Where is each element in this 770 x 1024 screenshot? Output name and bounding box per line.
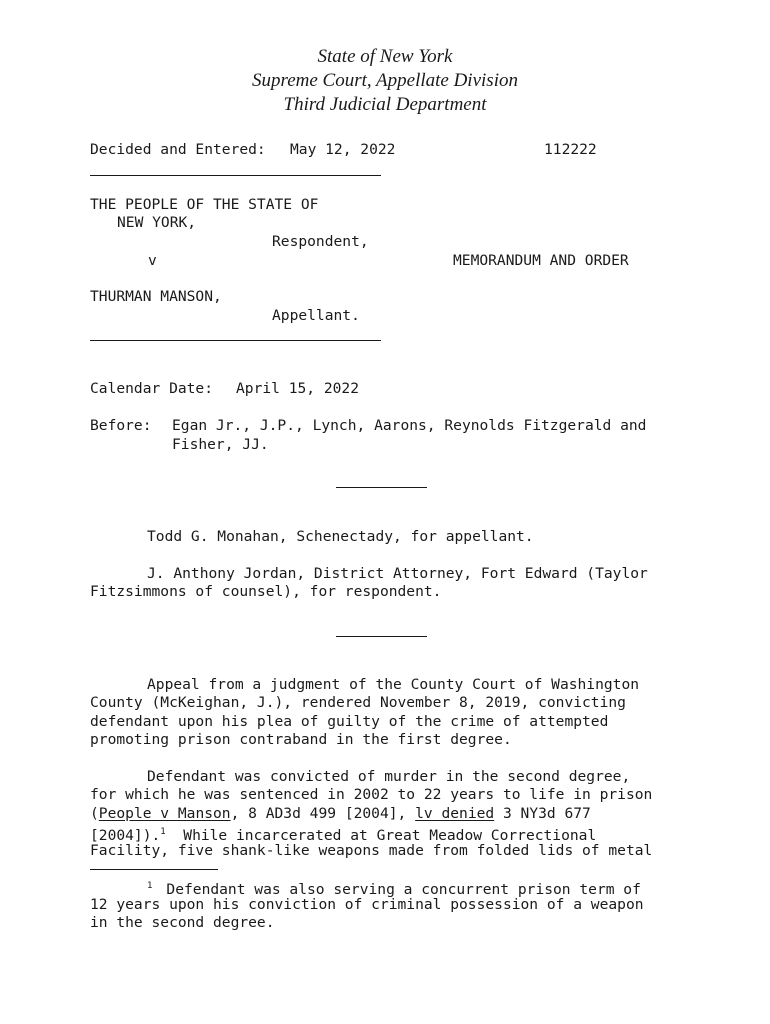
paragraph1-line4: promoting prison contraband in the first degree. [90,731,512,748]
citation-open-paren: ( [90,805,99,822]
citation-year: [2004]). [90,827,161,844]
counsel-respondent-line1: J. Anthony Jordan, District Attorney, Fort Edward (Taylor [147,565,648,582]
paragraph1-line1: Appeal from a judgment of the County Court of Washington [147,676,640,693]
case-name-link: People v Manson [98,805,231,822]
caption-bottom-rule [90,340,381,341]
paragraph1-line3: defendant upon his plea of guilty of the crime of attempted [90,713,609,730]
docket-number: 112222 [544,141,597,158]
caption-versus: v [148,252,157,269]
caption-role-appellant: Appellant. [272,307,360,324]
decided-label: Decided and Entered: [90,141,266,158]
before-justices-line1: Egan Jr., J.P., Lynch, Aarons, Reynolds Fitzgerald and [172,417,647,434]
court-state-heading: State of New York [317,46,453,67]
leave-denied-signal: lv denied [415,805,495,822]
footnote-separator [90,869,218,870]
footnote-number: 1 [147,881,153,891]
before-justices-line2: Fisher, JJ. [172,436,269,453]
paragraph1-line2: County (McKeighan, J.), rendered November 8, 2019, convicting [90,694,626,711]
paragraph2-line5: Facility, five shank-like weapons made from folded lids of metal [90,842,653,859]
section-divider-2 [336,636,427,637]
footnote-line1-text: Defendant was also serving a concurrent prison term of [166,881,641,898]
order-type: MEMORANDUM AND ORDER [453,252,629,269]
citation-reporter-2: 3 NY3d 677 [494,805,591,822]
caption-party2: THURMAN MANSON, [90,288,222,305]
caption-party1-line2: NEW YORK, [117,214,197,231]
caption-top-rule [90,175,381,176]
before-label: Before: [90,417,152,434]
paragraph2-line2: for which he was sentenced in 2002 to 22 years to life in prison [90,786,653,803]
court-division-heading: Supreme Court, Appellate Division [252,70,518,91]
footnote-reference: 1 [160,827,166,837]
caption-role-respondent: Respondent, [272,233,369,250]
court-department-heading: Third Judicial Department [283,94,487,115]
caption-party1-line1: THE PEOPLE OF THE STATE OF [90,196,319,213]
paragraph2-line1: Defendant was convicted of murder in the second degree, [147,768,631,785]
counsel-appellant: Todd G. Monahan, Schenectady, for appellant. [147,528,534,545]
section-divider-1 [336,487,427,488]
decided-date: May 12, 2022 [290,141,396,158]
footnote-line2: 12 years upon his conviction of criminal possession of a weapon [90,896,644,913]
citation-reporter: , 8 AD3d 499 [2004], [230,805,416,822]
calendar-label: Calendar Date: [90,380,214,397]
paragraph2-line4-text: While incarcerated at Great Meadow Correctional [165,827,597,844]
calendar-date: April 15, 2022 [236,380,360,397]
counsel-respondent-line2: Fitzsimmons of counsel), for respondent. [90,583,442,600]
paragraph2-line3 [90,805,591,824]
footnote-line3: in the second degree. [90,914,275,931]
